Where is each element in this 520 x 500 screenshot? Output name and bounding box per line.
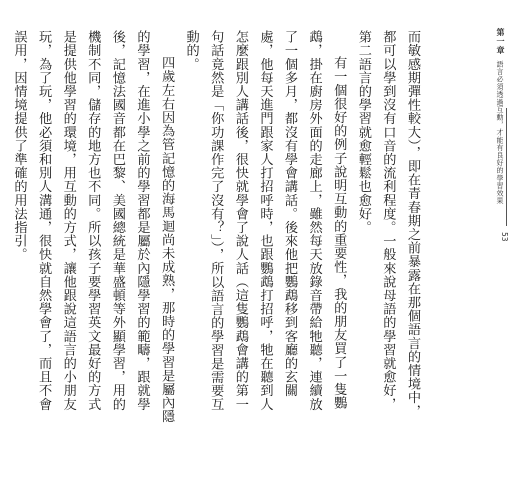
running-head: [491, 28, 510, 205]
body-text: [6, 30, 424, 424]
chapter-label: 第一章: [496, 28, 505, 55]
page-number: 53: [500, 232, 509, 242]
header-divider-line: [506, 108, 507, 226]
paragraph-1: 而敏感期彈性較大），即在青春期之前暴露在那個語言的情境中，都可以學到沒有口音的流利程度。一般來說母語的學習就愈好，第二語言的學習就愈輕鬆也愈好。: [355, 30, 420, 418]
paragraph-3: 四歲左右因為管記憶的海馬迴尚未成熟，那時的學習是屬內隱的學習，在進小學之前的學習都是屬於內隱學習的範疇，跟就學後，記憶法國音都在巴黎、美國總統是華盛頓等外顯學習，用的機制不同，儲存的地方也不同。所以孩子要學習英文最好的方式是提供他學習的環境，用互動的方式，讓他跟說這語言的小朋友玩，為了玩，他必須和別人溝通，很快就自然學會了，而且不會誤用，因情境提供了準確的用法指引。: [11, 30, 175, 424]
paragraph-2: 有一個很好的例子說明互動的重要性，我的朋友買了一隻鸚鵡，掛在廚房外面的走廊上，雖然每天放錄音帶給牠聽，連續放了一個多月，都沒有學會講話。後來他把鸚鵡移到客廳的玄關處，他每天進門跟家人打招呼時，也跟鸚鵡打招呼，牠在聽到人怎麼跟別人講話後，很快就學會了說人話（這隻鸚鵡會講的第一句話竟然是「你功課作完了沒有？」），所以語言的學習是需要互動的。: [183, 30, 347, 412]
chapter-subtitle: 語言必須透過互動，才能有良好的學習效果: [496, 60, 504, 205]
